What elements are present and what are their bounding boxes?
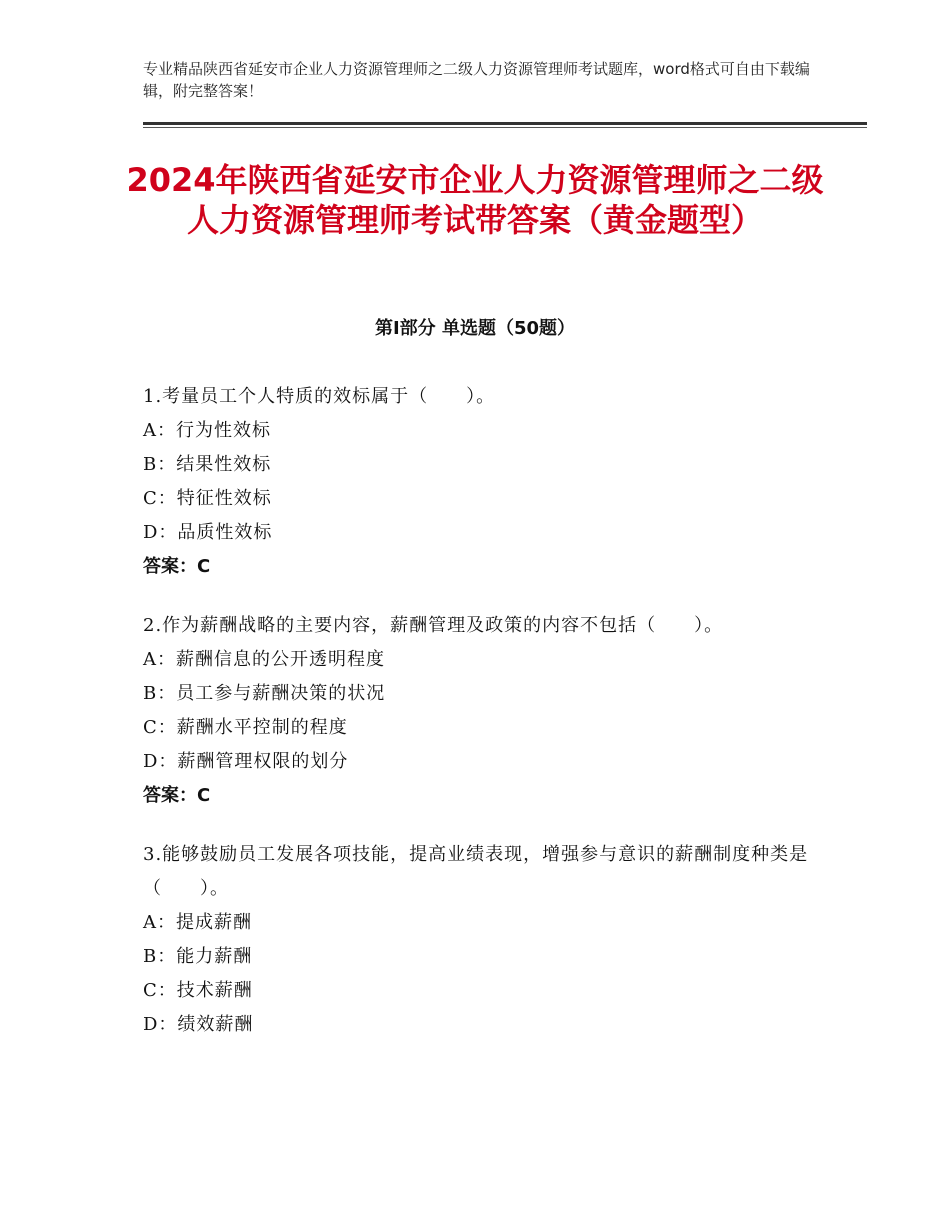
section-title: 第Ⅰ部分 单选题（50题）: [374, 318, 575, 339]
option-b: B：员工参与薪酬决策的状况: [143, 683, 386, 704]
question-3: [143, 838, 823, 1042]
answer-line: 答案：C: [143, 785, 211, 806]
header-divider: [143, 122, 867, 125]
option-d: D：绩效薪酬: [143, 1014, 254, 1035]
option-a: A：行为性效标: [143, 420, 271, 441]
document-title: 2024年陕西省延安市企业人力资源管理师之二级人力资源管理师考试带答案（黄金题型）: [126, 161, 824, 239]
option-a: A：提成薪酬: [143, 912, 252, 933]
option-a: A：薪酬信息的公开透明程度: [143, 649, 385, 670]
question-stem: 2.作为薪酬战略的主要内容，薪酬管理及政策的内容不包括（ ）。: [143, 615, 724, 636]
question-stem: 1.考量员工个人特质的效标属于（ ）。: [143, 386, 496, 407]
option-b: B：能力薪酬: [143, 946, 253, 967]
option-c: C：薪酬水平控制的程度: [143, 717, 348, 738]
option-d: D：薪酬管理权限的划分: [143, 751, 349, 772]
header-note: 专业精品陕西省延安市企业人力资源管理师之二级人力资源管理师考试题库，word格式可自由下载编辑，附完整答案！: [143, 60, 810, 100]
header-divider-thin: [143, 127, 867, 128]
question-1: [143, 380, 823, 584]
answer-line: 答案：C: [143, 556, 211, 577]
question-list: [143, 380, 823, 1067]
option-d: D：品质性效标: [143, 522, 273, 543]
option-b: B：结果性效标: [143, 454, 272, 475]
question-stem: 3.能够鼓励员工发展各项技能，提高业绩表现，增强参与意识的薪酬制度种类是（ ）。: [143, 844, 809, 899]
question-2: [143, 609, 823, 813]
option-c: C：特征性效标: [143, 488, 272, 509]
option-c: C：技术薪酬: [143, 980, 253, 1001]
